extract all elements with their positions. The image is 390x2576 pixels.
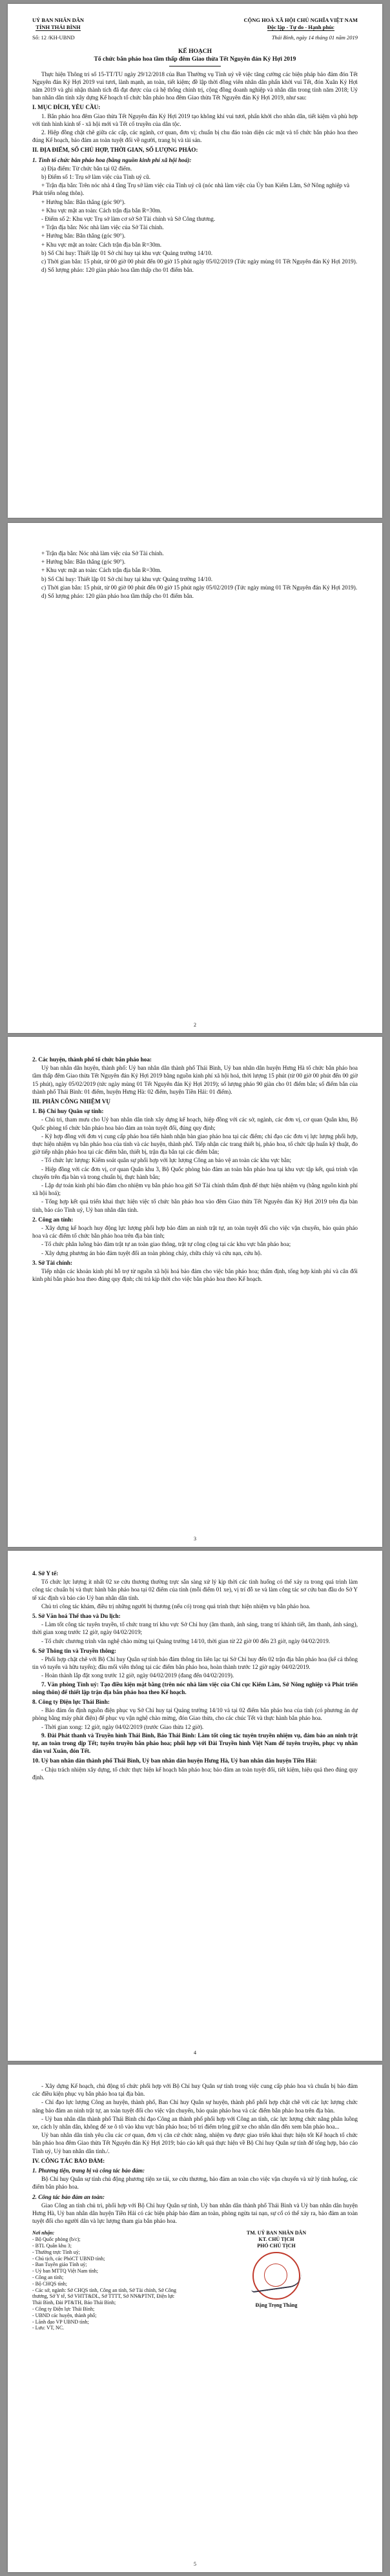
receiver-item: - Các sở, ngành: Sở CHQS tỉnh, Công an tỉnh, Sở Tài chính, Sở Công thương, Sở Y tế, Sở VHTT&DL, Sở TTTT, Sở NN&PTNT, Điện lực Thái Bình, Đài PT&TH, Báo Thái Bình; xyxy=(32,2287,176,2306)
receiver-item: - Lãnh đạo VP UBND tỉnh; xyxy=(32,2318,89,2325)
list-item: + Hướng bắn: Bắn thẳng (góc 90°). xyxy=(41,198,126,205)
document-page-2 xyxy=(8,523,382,1033)
subsection-heading: 10. Uỷ ban nhân dân thành phố Thái Bình, Uỷ ban nhân dân huyện Hưng Hà, Uỷ ban nhân dân huyện Tiền Hải: xyxy=(32,1757,317,1764)
receivers-title: Nơi nhận: xyxy=(32,2230,55,2236)
page-number: 4 xyxy=(194,2050,196,2056)
list-item: + Hướng bắn: Bắn thẳng (góc 90°). xyxy=(41,232,126,240)
receiver-item: - Lưu: VT, NC. xyxy=(32,2325,65,2331)
signer-role: PHÓ CHỦ TỊCH xyxy=(257,2243,296,2249)
receiver-item: - Bộ CHQS tỉnh; xyxy=(32,2280,68,2287)
paragraph: - Hoàn thành lắp đặt xong trước 12 giờ, ngày 04/02/2019 (đang đến 04/02/2019). xyxy=(41,1672,234,1679)
paragraph: Uỷ ban nhân dân tỉnh yêu cầu các cơ quan, đơn vị căn cứ chức năng, nhiệm vụ được giao triển khai thực hiện tốt Kế hoạch tổ chức bắn pháo hoa đêm Giao thừa Tết Nguyên đán Kỷ Hợi 2019; báo cáo kết quả thực hiện về Bộ Chỉ huy Quân sự tỉnh để tổng hợp, báo cáo Tỉnh uỷ, Uỷ ban nhân dân tỉnh./. xyxy=(32,2132,358,2154)
list-item: b) Số Chỉ huy: Thiết lập 01 Sở chỉ huy tại khu vực Quảng trường 14/10. xyxy=(41,575,212,582)
paragraph: Uỷ ban nhân dân huyện, thành phố: Uỷ ban nhân dân thành phố Thái Bình, Uỷ ban nhân dân huyện Hưng Hà tổ chức bắn pháo hoa tầm thấp đêm Giao thừa Tết Nguyên đán Kỷ Hợi 2019 bằng nguồn kinh phí xã hội hoá, thời lượng 15 phút (từ 00 giờ 00 phút đến 00 giờ 15 phút), ngày 05/02/2019 (tức ngày mùng 01 Tết Nguyên đán Kỷ Hợi 2019); số lượng pháo 90 giàn cho 01 điểm bắn; số điểm bắn của thành phố Thái Bình: 01 điểm, huyện Hưng Hà: 02 điểm, huyện Tiền Hải: 01 điểm). xyxy=(32,1065,358,1095)
paragraph: - Phối hợp chặt chẽ với Bộ Chỉ huy Quân sự tỉnh bảo đảm thông tin liên lạc tại Sở Chỉ huy đến 02 trận địa bắn pháo hoa (kể cả thông tin vô tuyến và hữu tuyến); đầu mối viễn thông tại các điểm bắn pháo hoa, hoàn thành trước 12 giờ ngày 04/02/2019. xyxy=(32,1656,358,1671)
list-item: + Hướng bắn: Bắn thẳng (góc 90°). xyxy=(41,558,126,566)
paragraph: - Uỷ ban nhân dân thành phố Thái Bình chỉ đạo Công an thành phố phối hợp với Công an tỉnh, các lực lượng chức năng phân luồng xe, cách ly nhân dân, không để xe ô tô vào khu vực bắn pháo hoa; bố trí điểm trông giữ xe cho nhân dân đến xem bắn pháo hoa... xyxy=(32,2115,358,2131)
page-number: 5 xyxy=(194,2561,196,2567)
paragraph: - Làm tốt công tác tuyên truyền, tổ chức trang trí khu vực Sở Chỉ huy (âm thanh, ánh sáng, trang trí khánh tiết, âm thanh, ánh sáng), thời gian xong trước 12 giờ, ngày 04/02/2019; xyxy=(32,1621,358,1636)
list-item: + Khu vực mặt an toàn: Cách trận địa bắn R=30m. xyxy=(41,207,162,214)
page-number: 2 xyxy=(194,1022,196,1028)
paragraph: - Thời gian xong: 12 giờ, ngày 04/02/2019 (trước Giao thừa 12 giờ). xyxy=(41,1723,204,1730)
paragraph: 9. Đài Phát thanh và Truyền hình Thái Bình, Báo Thái Bình: Làm tốt công tác tuyên truyền nhiệm vụ, đảm bảo an ninh trật tự, an toàn trong dịp Tết; tuyên truyền bắn pháo hoa; phối hợp với Đài Truyền hình Việt Nam để tuyên truyền, phục vụ nhân dân vui Xuân, đón Tết. xyxy=(32,1732,358,1755)
list-item: + Trận địa bắn: Nóc nhà làm việc của Sở Tài chính. xyxy=(41,224,164,231)
signer-name: Đặng Trọng Thăng xyxy=(255,2302,298,2308)
national-motto-line2: Độc lập - Tự do - Hạnh phúc xyxy=(267,23,334,30)
signer-role: TM. UỶ BAN NHÂN DÂN xyxy=(246,2230,307,2236)
paragraph: - Bảo đảm ổn định nguồn điện phục vụ Sở Chỉ huy tại Quảng trường 14/10 và tại 02 điểm bắn pháo hoa của tỉnh (có phương án dự phòng bằng máy phát điện) để phục vụ vận nghệ chào mừng, đón Giao thừa, cho các chúc Tết và thực hành bắn pháo hoa. xyxy=(32,1707,358,1722)
section-heading: I. MỤC ĐÍCH, YÊU CẦU: xyxy=(32,104,101,111)
list-item: a) Địa điểm: Từ chức bắn tại 02 điểm. xyxy=(41,165,132,172)
list-item: + Khu vực mặt an toàn: Cách trận địa bắn R=30m. xyxy=(41,241,162,248)
document-page-5 xyxy=(8,2065,382,2572)
paragraph: - Tổ chức phân luồng bảo đảm trật tự an toàn giao thông, trật tự công cộng tại các khu vực bắn pháo hoa; xyxy=(41,1241,291,1248)
national-motto-line1: CỘNG HOÀ XÃ HỘI CHỦ NGHĨA VIỆT NAM xyxy=(243,17,358,23)
page-number: 3 xyxy=(194,1536,196,1542)
list-item: d) Số lượng pháo: 120 giàn pháo hoa tầm thấp cho 01 điểm bắn. xyxy=(41,267,194,274)
list-item: b) Số Chỉ huy: Thiết lập 01 Sở chỉ huy tại khu vực Quảng trường 14/10. xyxy=(41,249,212,256)
list-item: c) Thời gian bắn: 15 phút, từ 00 giờ 00 phút đến 00 giờ 15 phút ngày 05/02/2019 (Tức ngày mùng 01 Tết Nguyên đán Kỷ Hợi 2019). xyxy=(41,584,358,591)
section-heading: III. PHÂN CÔNG NHIỆM VỤ xyxy=(32,1098,111,1105)
place-date: Thái Bình, ngày 14 tháng 01 năm 2019 xyxy=(271,34,358,41)
signature-block xyxy=(32,2230,358,2331)
paragraph: - Tổng hợp kết quả triển khai thực hiện việc tổ chức bắn pháo hoa vào đêm Giao thừa Tết Nguyên đán Kỷ Hợi 2019 trên địa bàn tỉnh, báo cáo Tỉnh uỷ, Uỷ ban nhân dân tỉnh. xyxy=(32,1198,358,1213)
list-item: + Trận địa bắn: Trên nóc nhà 4 tầng Trụ sở làm việc của Tỉnh uỷ cũ (nóc nhà làm việc của Ủy ban Kiểm Lâm, Sở Nông nghiệp và Phát triển nông thôn). xyxy=(32,182,350,197)
paragraph: Bộ Chỉ huy Quân sự tỉnh chủ động phương tiện xe tải, xe cứu thương, bảo đảm an toàn cho việc vận chuyển và xử lý tình huống, các điểm bắn pháo hoa. xyxy=(32,2176,358,2191)
subsection-heading: 6. Sở Thông tin và Truyền thông: xyxy=(32,1647,116,1654)
org-name-line1: UỶ BAN NHÂN DÂN xyxy=(32,17,85,23)
receiver-item: - Công ty Điện lực Thái Bình; xyxy=(32,2306,95,2313)
list-item: b) Điểm số 1: Trụ sở làm việc của Tỉnh uỷ cũ. xyxy=(41,174,151,181)
org-name-line2: TỈNH THÁI BÌNH xyxy=(36,23,81,30)
subsection-heading: 1. Phương tiện, trang bị và công tác bảo đảm: xyxy=(32,2167,145,2174)
subsection-heading: 5. Sở Văn hoá Thể thao và Du lịch: xyxy=(32,1613,121,1620)
subsection-heading: 1. Tình tổ chức bắn pháo hoa (bằng nguồn kinh phí xã hội hoá): xyxy=(32,156,192,163)
paragraph: 1. Bắn pháo hoa đêm Giao thừa Tết Nguyên đán Kỷ Hợi 2019 tạo không khí vui tươi, phấn khởi cho nhân dân, tiết kiệm và phù hợp với tình hình kinh tế - xã hội mới và Tết cổ truyền của dân tộc. xyxy=(32,112,358,127)
paragraph: Tổ chức lực lượng ít nhất 02 xe cứu thương thường trực sẵn sàng xử lý kịp thời các tình huống có thể xảy ra trong quá trình làm công tác chuẩn bị và thực hành bắn pháo hoa tại 02 điểm của tỉnh (mỗi điểm 01 xe), vị trí đỗ xe và làm công tác sơ cứu ban đầu do Sở Y tế xác định và báo cáo Uỷ ban nhân dân tỉnh. xyxy=(32,1579,358,1601)
list-item: + Khu vực mặt an toàn: Cách trận địa bắn R=30m. xyxy=(41,567,162,574)
paragraph: - Xây dựng Kế hoạch, chủ động tổ chức phối hợp với Bộ Chỉ huy Quân sự tỉnh trong việc cung cấp pháo hoa và chuẩn bị bảo đảm các điều kiện phục vụ bắn pháo hoa tại địa bàn. xyxy=(32,2083,358,2098)
subsection-heading: 2. Công tác bảo đảm an toàn: xyxy=(32,2193,105,2200)
paragraph: - Chỉ đạo lực lượng Công an huyện, thành phố, Ban Chỉ huy Quân sự huyện, thành phố phối hợp chặt chẽ với các lực lượng chức năng bảo đảm an ninh trật tự, an toàn tuyệt đối cho việc vận chuyển, bảo quản pháo hoa và các điểm bắn pháo hoa trên địa bàn. xyxy=(32,2099,358,2114)
section-heading: IV. CÔNG TÁC BẢO ĐẢM: xyxy=(32,2157,105,2164)
receiver-item: - Thường trực Tỉnh uỷ; xyxy=(32,2249,80,2255)
paragraph: - Chịu trách nhiệm xây dựng, tổ chức thực hiện kế hoạch bắn pháo hoa; bảo đảm an toàn tuyệt đối, tiết kiệm, hiệu quả theo đúng quy định. xyxy=(32,1766,358,1781)
paragraph: - Hiệp đồng với các đơn vị, cơ quan Quân khu 3, Bộ Quốc phòng bảo đảm an toàn bắn pháo hoa tại khu vực tập kết, quá trình vận chuyển trên địa bàn và trong chuẩn bị, thực hành bắn; xyxy=(32,1165,358,1180)
list-item: + Trận địa bắn: Nóc nhà làm việc của Sở Tài chính. xyxy=(41,550,164,557)
document-subtitle: Tổ chức bắn pháo hoa tầm thấp đêm Giao thừa Tết Nguyên đán Kỷ Hợi 2019 xyxy=(94,56,296,63)
document-header xyxy=(32,17,358,31)
paragraph: Giao Công an tỉnh chủ trì, phối hợp với Bộ Chỉ huy Quân sự tỉnh, Uỷ ban nhân dân thành phố Thái Bình và Uỷ ban nhân dân huyện Hưng Hà, Uỷ ban nhân dân huyện Tiền Hải có các biện pháp bảo đảm an toàn, phòng ngừa tai nạn, sự cố có thể xảy ra, bảo đảm an toàn tuyệt đối cho người dân và lực lượng tham gia bắn pháo hoa. xyxy=(32,2202,358,2225)
receiver-item: - Uỷ ban MTTQ Việt Nam tỉnh; xyxy=(32,2268,99,2274)
receiver-item: - Công an tỉnh; xyxy=(32,2274,64,2281)
subsection-heading: 8. Công ty Điện lực Thái Bình: xyxy=(32,1699,110,1706)
paragraph: Thực hiện Thông tri số 15-TT/TU ngày 29/12/2018 của Ban Thường vụ Tỉnh uỷ về việc tăng cường các biện pháp bảo đảm đón Tết Nguyên đán Kỷ Hợi 2019 vui tươi, lành mạnh, an toàn, tiết kiệm; đề lập thời đồng viên nhân dân phấn khởi vui Tết, đón Xuân Kỷ Hợi năm 2019 và ghi nhận thành tích đã đạt được của cả hệ thống chính trị, cộng đồng doanh nghiệp và nhân dân trong tỉnh năm 2018; Uỷ ban nhân dân tỉnh xây dựng Kế hoạch tổ chức bắn pháo hoa đêm Giao thừa Tết Nguyên đán Kỷ Hợi 2019, như sau: xyxy=(32,70,358,101)
list-item: - Điểm số 2: Khu vực Trụ sở làm cơ sở Sở Tài chính và Sở Công thương. xyxy=(41,216,216,223)
paragraph: 2. Hiệp đồng chặt chẽ giữa các cấp, các ngành, cơ quan, đơn vị; chuẩn bị chu đáo toàn diện các mặt và tổ chức bắn pháo hoa theo đúng Kế hoạch, bảo đảm an toàn tuyệt đối về người, trang bị và tài sản. xyxy=(32,129,358,144)
signer xyxy=(195,2230,358,2331)
signer-role: KT. CHỦ TỊCH xyxy=(258,2236,294,2243)
receiver-item: - Ban Tuyên giáo Tỉnh uỷ; xyxy=(32,2262,87,2268)
paragraph: Chủ trì công tác khám, điều trị những người bị thương (nếu có) trong quá trình thực hiện nhiệm vụ bắn pháo hoa. xyxy=(41,1602,311,1610)
paragraph: Tiếp nhận các khoản kinh phí hỗ trợ từ nguồn xã hội hoá bảo đảm cho việc bắn pháo hoa; thẩm định, tổng hợp kinh phí và cân đối kinh phí bắn pháo hoa theo đúng quy định; chi trả kịp thời cho việc bắn pháo hoa theo Kế hoạch. xyxy=(32,1268,358,1283)
receiver-item: - UBND các huyện, thành phố; xyxy=(32,2312,97,2318)
paragraph: - Lập dự toán kinh phí bảo đảm cho nhiệm vụ bắn pháo hoa gửi Sở Tài chính thẩm định để thực hiện nhiệm vụ (bằng nguồn kinh phí xã hội hoá); xyxy=(32,1182,358,1197)
section-heading: II. ĐỊA ĐIỂM, SỐ CHỦ HỢP, THỜI GIAN, SỐ LƯỢNG PHÁO: xyxy=(32,147,198,154)
receiver-item: - Chủ tịch, các PhóCT UBND tỉnh; xyxy=(32,2255,105,2262)
list-item: d) Số lượng pháo: 120 giàn pháo hoa tầm thấp cho 01 điểm bắn. xyxy=(41,593,194,600)
document-page-3 xyxy=(8,1037,382,1547)
paragraph: - Tổ chức lực lượng: Kiểm soát quân sự phối hợp với lực lượng Công an bảo vệ an toàn các khu vực bắn; xyxy=(41,1157,292,1164)
paragraph: - Kỹ hợp đồng với đơn vị cung cấp pháo hoa tiến hành nhận bàn giao pháo hoa tại các điểm; chỉ đạo các đơn vị lực lượng phối hợp, thực hiện nhiệm vụ bắn pháo hoa của tỉnh và các huyện, thành phố. Tiếp nhận các trang thiết bị, pháo hoa, tổ chức tập huấn kỹ thuật, đo giờ tiếp nhận pháo hoa tại các điểm bắn, thiết bị, trận địa bắn tại các điểm bắn; xyxy=(32,1132,358,1156)
section-heading: 2. Các huyện, thành phố tổ chức bắn pháo hoa: xyxy=(32,1056,152,1063)
document-page-4 xyxy=(8,1551,382,2061)
receiver-item: - BTL Quân khu 3; xyxy=(32,2243,72,2249)
paragraph: - Xây dựng phương án bảo đảm tuyệt đối an toàn phòng cháy, chữa cháy và cứu nạn, cứu hộ. xyxy=(41,1249,262,1256)
subsection-heading: 1. Bộ Chỉ huy Quân sự tỉnh: xyxy=(32,1108,104,1115)
document-number: Số: 12 /KH-UBND xyxy=(32,34,75,41)
paragraph: - Tổ chức chương trình văn nghệ chào mừng tại Quảng trường 14/10, thời gian từ 22 giờ 00 đến 23 giờ, ngày 04/02/2019. xyxy=(41,1637,331,1644)
subsection-heading: 3. Sở Tài chính: xyxy=(32,1259,73,1266)
subsection-heading: 4. Sở Y tế: xyxy=(32,1570,59,1577)
document-title: KẾ HOẠCH xyxy=(178,48,212,56)
paragraph: 7. Văn phòng Tỉnh uỷ: Tạo điều kiện mặt bằng (trên nóc nhà làm việc của Chi cục Kiểm Lâm, Sở Nông nghiệp và Phát triển nông thôn) để thiết lập trận địa bắn pháo hoa theo Kế hoạch. xyxy=(32,1681,358,1695)
paragraph: - Xây dựng kế hoạch huy động lực lượng phối hợp bảo đảm an ninh trật tự, an toàn tuyệt đối cho việc vận chuyển, bảo quản pháo hoa và các điểm tổ chức bắn pháo hoa trên địa bàn tỉnh; xyxy=(32,1225,358,1240)
receivers-list xyxy=(32,2230,179,2331)
subsection-heading: 2. Công an tỉnh: xyxy=(32,1216,74,1223)
list-item: c) Thời gian bắn: 15 phút, từ 00 giờ 00 phút đến 00 giờ 15 phút ngày 05/02/2019 (Tức ngày mùng 01 Tết Nguyên đán Kỷ Hợi 2019). xyxy=(41,258,358,265)
document-page-1 xyxy=(8,4,382,518)
paragraph: - Chủ trì, tham mưu cho Uỷ ban nhân dân tỉnh xây dựng kế hoạch, hiệp đồng với các sở, ngành, các đơn vị, cơ quan Quân khu, Bộ Quốc phòng tổ chức bắn pháo hoa bảo đảm an toàn tuyệt đối, đúng quy định; xyxy=(32,1116,358,1131)
receiver-item: - Bộ Quốc phòng (b/c); xyxy=(32,2236,81,2243)
